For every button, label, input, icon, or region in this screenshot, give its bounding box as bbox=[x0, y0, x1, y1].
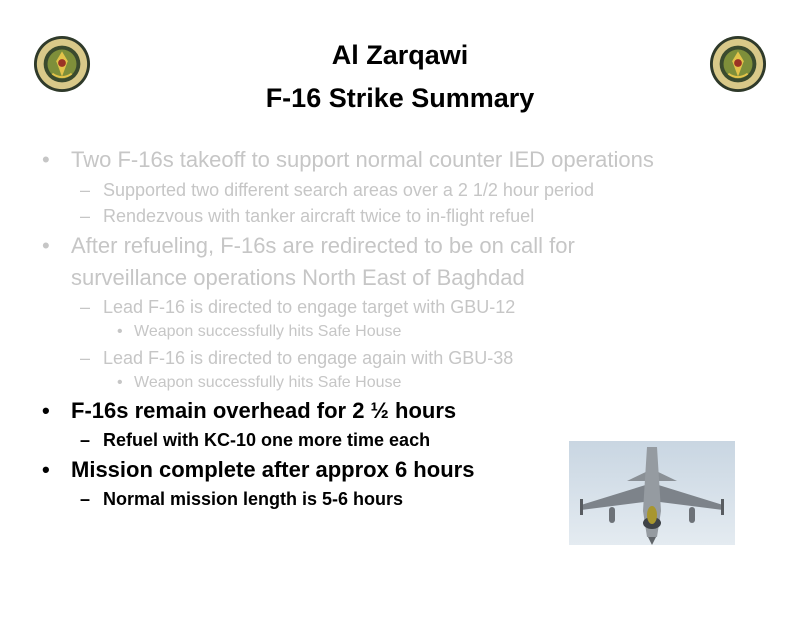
bullet-item: Mission complete after approx 6 hours bbox=[71, 457, 475, 482]
slide-subtitle: F-16 Strike Summary bbox=[265, 83, 535, 113]
bullet-item: Supported two different search areas over a 2 1/2 hour period bbox=[103, 180, 594, 200]
bullet-marker: • bbox=[42, 233, 50, 258]
slide-title: Al Zarqawi bbox=[331, 40, 469, 70]
bullet-item: Normal mission length is 5-6 hours bbox=[103, 489, 404, 509]
bullet-marker: – bbox=[80, 430, 91, 450]
bullet-marker: • bbox=[117, 374, 123, 391]
bullet-item-continuation: surveillance operations North East of Baghdad bbox=[71, 265, 525, 290]
bullet-marker: – bbox=[80, 297, 91, 317]
bullet-marker: • bbox=[117, 323, 123, 340]
bullet-marker: – bbox=[80, 180, 91, 200]
bullet-marker: • bbox=[42, 147, 50, 172]
bullet-item: Lead F-16 is directed to engage again with GBU-38 bbox=[103, 348, 514, 368]
bullet-item: F-16s remain overhead for 2 ½ hours bbox=[71, 398, 457, 423]
bullet-marker: – bbox=[80, 348, 91, 368]
bullet-item: Weapon successfully hits Safe House bbox=[134, 374, 402, 391]
bullet-item: Two F-16s takeoff to support normal counter IED operations bbox=[71, 147, 654, 172]
bullet-item: Rendezvous with tanker aircraft twice to in-flight refuel bbox=[103, 206, 535, 226]
bullet-marker: – bbox=[80, 489, 91, 509]
bullet-item: After refueling, F-16s are redirected to be on call for bbox=[71, 233, 575, 258]
bullet-item: Refuel with KC-10 one more time each bbox=[103, 430, 431, 450]
bullet-marker: • bbox=[42, 398, 50, 423]
bullet-item: Lead F-16 is directed to engage target with GBU-12 bbox=[103, 297, 516, 317]
bullet-marker: – bbox=[80, 206, 91, 226]
f16-fighter-jet-icon bbox=[569, 441, 735, 545]
bullet-item: Weapon successfully hits Safe House bbox=[134, 323, 402, 340]
bullet-marker: • bbox=[42, 457, 50, 482]
